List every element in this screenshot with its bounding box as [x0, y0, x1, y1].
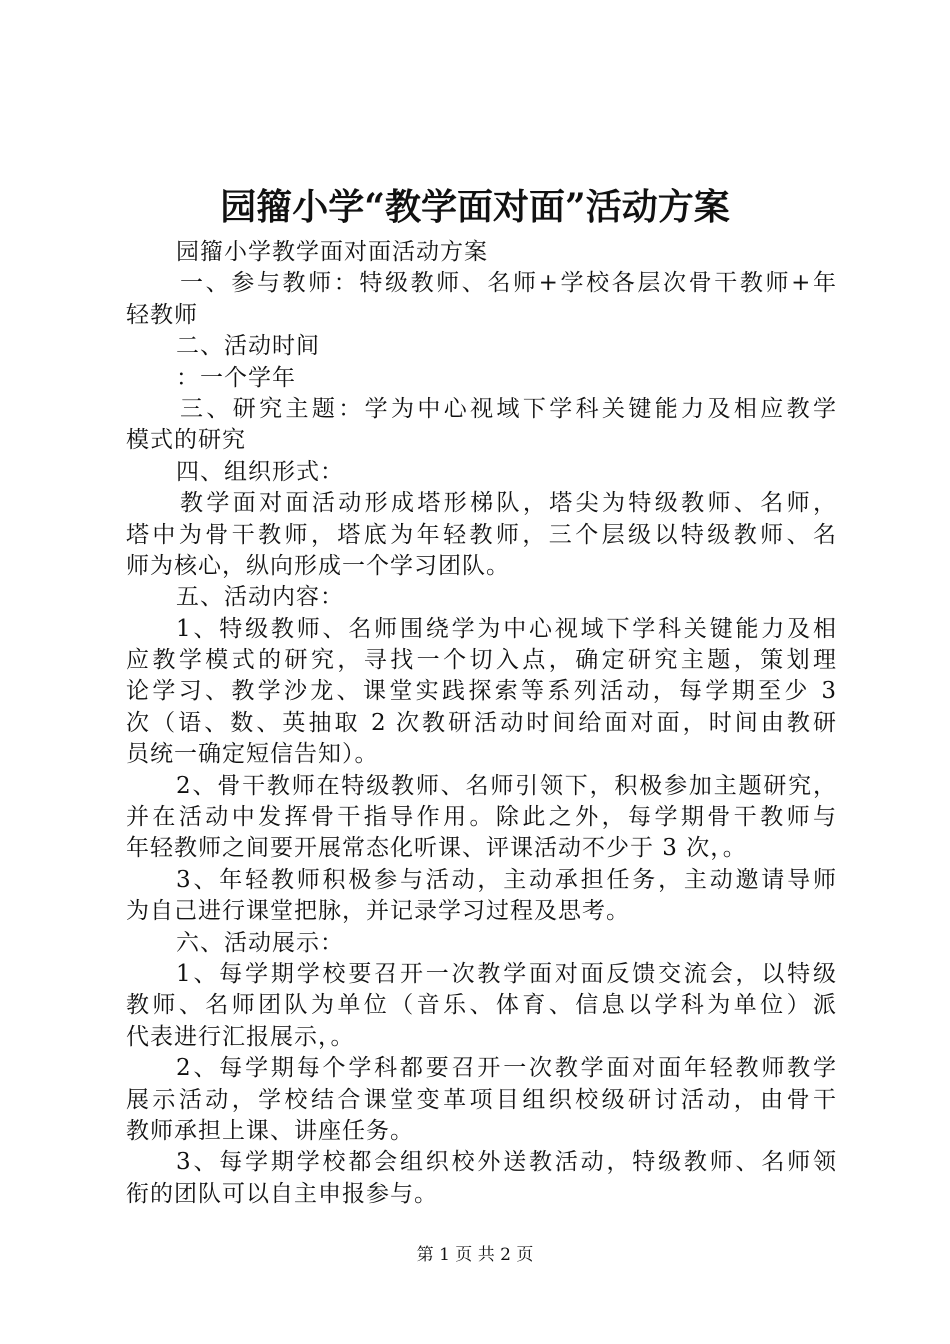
body-line: 3、每学期学校都会组织校外送教活动，特级教师、名师领: [176, 1149, 836, 1176]
body-line: 三、研究主题：学为中心视域下学科关键能力及相应教学: [180, 395, 836, 422]
page-footer: 第 1 页 共 2 页: [416, 1245, 534, 1265]
body-line: 教师承担上课、讲座任务。: [126, 1117, 414, 1144]
body-line: 1、每学期学校要召开一次教学面对面反馈交流会，以特级: [176, 960, 836, 987]
body-line: 园籀小学教学面对面活动方案: [176, 239, 488, 265]
body-line: 1、特级教师、名师围绕学为中心视域下学科关键能力及相: [176, 615, 836, 642]
body-line: 教师、名师团队为单位（音乐、体育、信息以学科为单位）派: [126, 992, 836, 1019]
body-line: 师为核心，纵向形成一个学习团队。: [126, 552, 510, 579]
body-line: 二、活动时间: [176, 333, 320, 360]
body-line: 2、骨干教师在特级教师、名师引领下，积极参加主题研究，: [176, 772, 836, 799]
body-line: 为自己进行课堂把脉，并记录学习过程及思考。: [126, 898, 630, 925]
body-line: 3、年轻教师积极参与活动，主动承担任务，主动邀请导师: [176, 866, 836, 893]
body-line: 展示活动，学校结合课堂变革项目组织校级研讨活动，由骨干: [126, 1086, 836, 1113]
body-line: 并在活动中发挥骨干指导作用。除此之外，每学期骨干教师与: [126, 804, 836, 831]
body-line: 2、每学期每个学科都要召开一次教学面对面年轻教师教学: [176, 1055, 836, 1082]
body-line: 五、活动内容：: [176, 584, 344, 611]
body-line: 四、组织形式：: [176, 458, 344, 485]
document-title: 园籀小学“教学面对面”活动方案: [220, 186, 730, 228]
body-line: 一、参与教师：特级教师、名师+学校各层次骨干教师+年: [180, 270, 836, 297]
body-line: 论学习、教学沙龙、课堂实践探索等系列活动，每学期至少 3: [126, 678, 836, 705]
body-line: 代表进行汇报展示，。: [126, 1023, 355, 1050]
body-line: 应教学模式的研究，寻找一个切入点，确定研究主题，策划理: [126, 647, 836, 674]
body-line: 轻教师: [126, 301, 198, 328]
body-line: ：一个学年: [176, 364, 296, 391]
body-line: 六、活动展示：: [176, 929, 344, 956]
body-line: 员统一确定短信告知）。: [126, 741, 379, 768]
body-line: 教学面对面活动形成塔形梯队，塔尖为特级教师、名师，: [180, 490, 836, 517]
body-line: 模式的研究: [126, 427, 246, 454]
body-line: 年轻教师之间要开展常态化听课、评课活动不少于 3 次，。: [126, 835, 747, 862]
document-body: [126, 237, 836, 1210]
body-line: 次（语、数、英抽取 2 次教研活动时间给面对面，时间由教研: [126, 709, 836, 736]
body-line: 衔的团队可以自主申报参与。: [126, 1180, 438, 1207]
body-line: 塔中为骨干教师，塔底为年轻教师，三个层级以特级教师、名: [126, 521, 836, 548]
